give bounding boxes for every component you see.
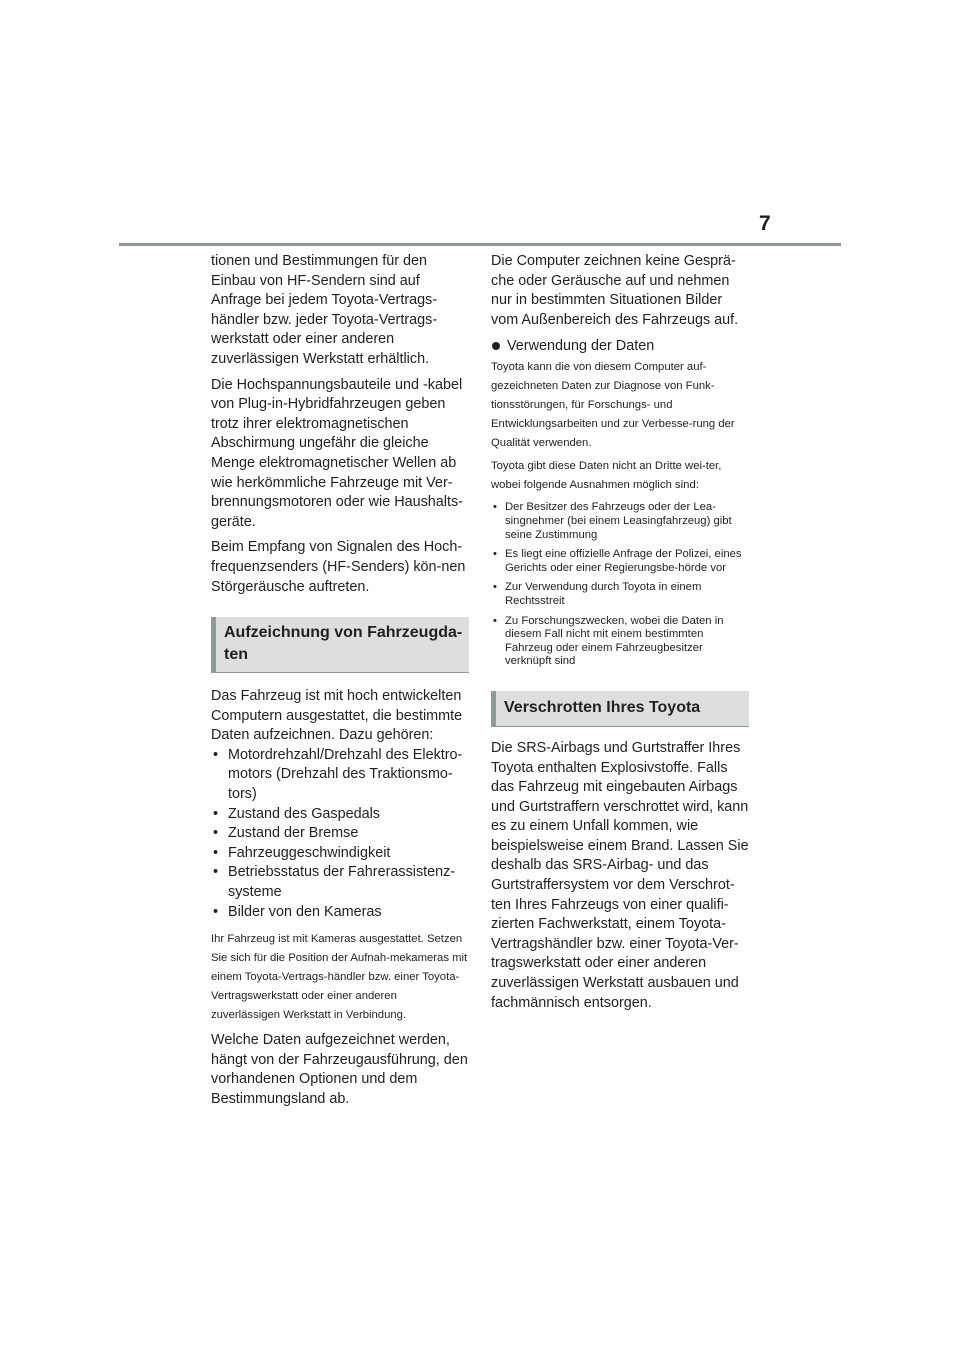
list-item: • Es liegt eine offizielle Anfrage der Polizei, eines Gerichts oder einer Regierungsbe-hörde vor — [491, 548, 749, 575]
list-item: • Fahrzeuggeschwindigkeit — [211, 844, 469, 864]
right-column — [491, 252, 749, 1019]
list-item: • Zustand des Gaspedals — [211, 805, 469, 825]
list-item: • Der Besitzer des Fahrzeugs oder der Lea-singnehmer (bei einem Leasingfahrzeug) gibt seine Zustimmung — [491, 501, 749, 542]
list-item: • Bilder von den Kameras — [211, 903, 469, 923]
paragraph: Welche Daten aufgezeichnet werden, hängt von der Fahrzeugausführung, den vorhandenen Optionen und dem Bestimmungsland ab. — [211, 1032, 468, 1107]
recorded-data-list — [211, 746, 469, 922]
list-item: • Betriebsstatus der Fahrerassistenz-systeme — [211, 863, 469, 902]
paragraph: Beim Empfang von Signalen des Hoch-frequenzsenders (HF-Senders) kön-nen Störgeräusche auftreten. — [211, 539, 466, 595]
paragraph: Die Computer zeichnen keine Gesprä-che oder Geräusche auf und nehmen nur in bestimmten Situationen Bilder vom Außenbereich des Fahrzeugs auf. — [491, 253, 739, 328]
paragraph: Das Fahrzeug ist mit hoch entwickelten Computern ausgestattet, die bestimmte Daten aufzeichnen. Dazu gehören: — [211, 688, 463, 744]
page-number: 7 — [759, 212, 771, 235]
paragraph: Die SRS-Airbags und Gurtstraffer Ihres Toyota enthalten Explosivstoffe. Falls das Fahrzeug mit eingebauten Airbags und Gurtstraffern verschrottet wird, kann es zu einem Unfall kommen, wie beispielsweise einem Brand. Lassen Sie deshalb das SRS-Airbag- und das Gurtstraffersystem vor dem Verschrot-ten Ihres Fahrzeugs von einer qualifi-zierten Fachwerkstatt, einem Toyota-Vertragshändler bzw. einer Toyota-Ver-tragswerkstatt oder einer anderen zuverlässigen Werkstatt ausbauen und fachmännisch entsorgen. — [491, 739, 749, 1011]
bullet-dot-icon — [492, 342, 500, 350]
subheading-label: Verwendung der Daten — [507, 338, 655, 355]
header-rule — [119, 243, 841, 246]
usage-text: Toyota kann die von diesem Computer auf-gezeichneten Daten zur Diagnose von Funk-tionsstörungen, für Forschungs- und Entwicklungsarbeiten und zur Verbesse-rung der Qualität verwenden. — [491, 361, 735, 450]
paragraph: tionen und Bestimmungen für den Einbau von HF-Sendern sind auf Anfrage bei jedem Toyota-Vertrags-händler bzw. jeder Toyota-Vertrags-werkstatt oder einer anderen zuverlässigen Werkstatt erhältlich. — [211, 253, 438, 367]
camera-note: Ihr Fahrzeug ist mit Kameras ausgestattet. Setzen Sie sich für die Position der Aufnah-mekameras mit einem Toyota-Vertrags-händler bzw. einer Toyota-Vertragswerkstatt oder einer anderen zuverlässigen Werkstatt in Verbindung. — [211, 933, 468, 1022]
list-item: • Motordrehzahl/Drehzahl des Elektro-motors (Drehzahl des Traktionsmo-tors) — [211, 746, 469, 805]
data-usage-subheading — [491, 336, 749, 356]
section-heading-scrapping: Verschrotten Ihres Toyota — [491, 691, 749, 727]
paragraph: Die Hochspannungsbauteile und -kabel von Plug-in-Hybridfahrzeugen geben trotz ihrer elektromagnetischen Abschirmung ungefähr die gleiche Menge elektromagnetischer Wellen ab wie herkömmliche Fahrzeuge mit Ver-brennungsmotoren oder wie Haushalts-geräte. — [211, 376, 463, 530]
list-item: • Zustand der Bremse — [211, 824, 469, 844]
left-column — [211, 252, 469, 1116]
list-item: • Zu Forschungszwecken, wobei die Daten in diesem Fall nicht mit einem bestimmten Fahrzeug oder einem Fahrzeugbesitzer verknüpft sind — [491, 615, 749, 669]
list-item: • Zur Verwendung durch Toyota in einem Rechtsstreit — [491, 581, 749, 608]
exceptions-list — [491, 501, 749, 669]
section-heading-vehicle-data: Aufzeichnung von Fahrzeugda-ten — [211, 617, 469, 673]
third-party-text: Toyota gibt diese Daten nicht an Dritte wei-ter, wobei folgende Ausnahmen möglich sind: — [491, 460, 722, 492]
